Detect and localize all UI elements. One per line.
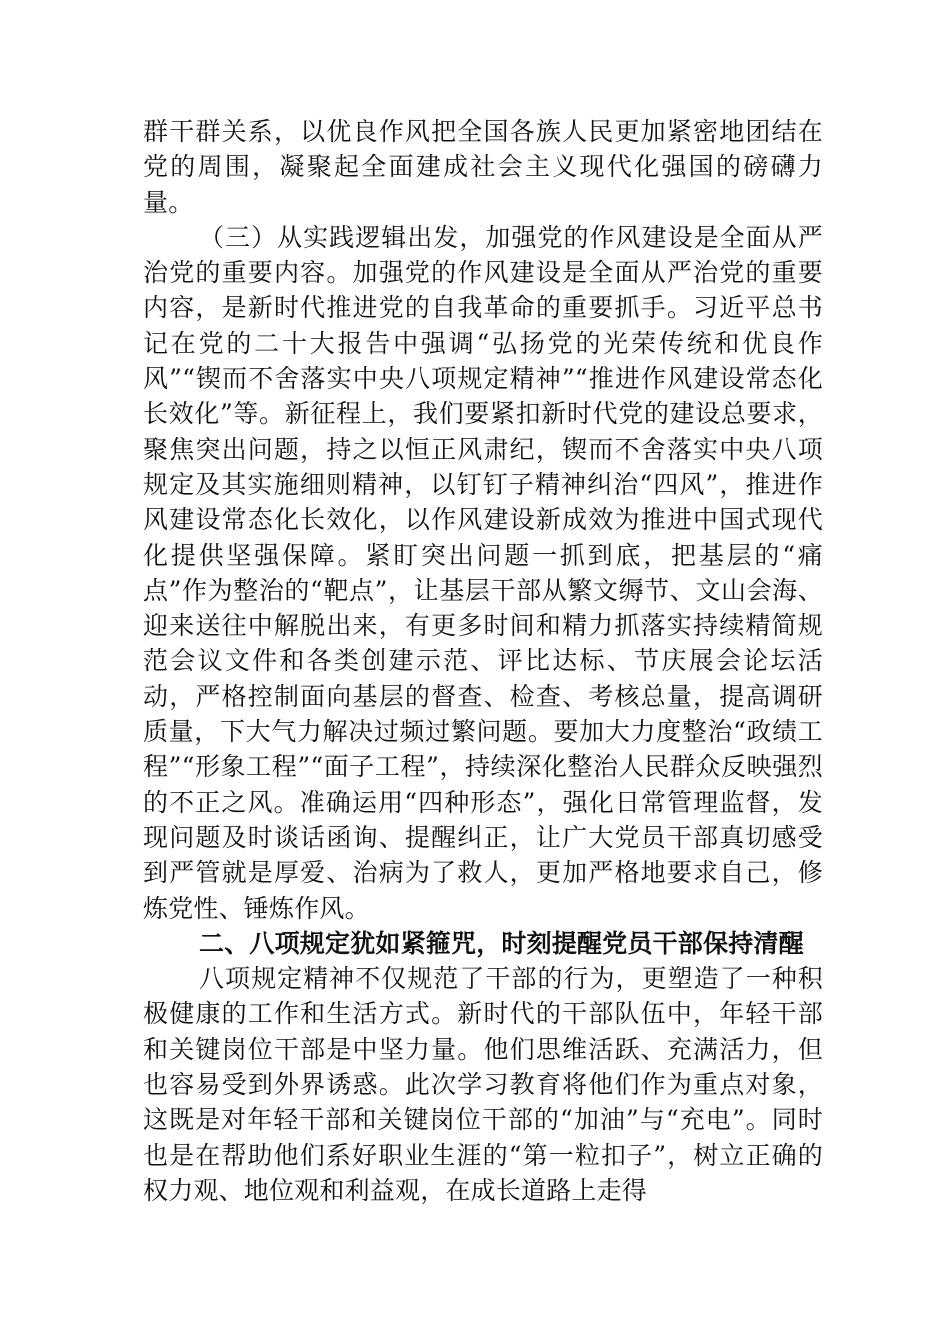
section-three-lead: （三）从实践逻辑出发，加强党的作风建设是全面从严治党的重要内容。 bbox=[143, 222, 823, 288]
paragraph-eight-rules: 八项规定精神不仅规范了干部的行为，更塑造了一种积极健康的工作和生活方式。新时代的干部队伍中，年轻干部和关键岗位干部是中坚力量。他们思维活跃、充满活力，但也容易受到外界诱惑。此次学习教育将他们作为重点对象，这既是对年轻干部和关键岗位干部的“加油”与“充电”。同时也是在帮助他们系好职业生涯的“第一粒扣子”，树立正确的权力观、地位观和利益观，在成长道路上走得 bbox=[143, 964, 823, 1205]
paragraph-continuation: 群干群关系，以优良作风把全国各族人民更加紧密地团结在党的周围，凝聚起全面建成社会主义现代化强国的磅礴力量。 bbox=[143, 117, 823, 217]
section-three-body: 加强党的作风建设是全面从严治党的重要内容，是新时代推进党的自我革命的重要抓手。习近平总书记在党的二十大报告中强调“弘扬党的光荣传统和优良作风”“锲而不舍落实中央八项规定精神”“推进作风建设常态化长效化”等。新征程上，我们要紧扣新时代党的建设总要求，聚焦突出问题，持之以恒正风肃纪，锲而不舍落实中央八项规定及其实施细则精神，以钉钉子精神纠治“四风”，推进作风建设常态化长效化，以作风建设新成效为推进中国式现代化提供坚强保障。紧盯突出问题一抓到底，把基层的“痛点”作为整治的“靶点”，让基层干部从繁文缛节、文山会海、迎来送往中解脱出来，有更多时间和精力抓落实持续精简规范会议文件和各类创建示范、评比达标、节庆展会论坛活动，严格控制面向基层的督查、检查、考核总量，提高调研质量，下大气力解决过频过繁问题。要加大力度整治“政绩工程”“形象工程”“面子工程”，持续深化整治人民群众反映强烈的不正之风。准确运用“四种形态”，强化日常管理监督，发现问题及时谈话函询、提醒纠正，让广大党员干部真切感受到严管就是厚爱、治病为了救人，更加严格地要求自己，修炼党性、锤炼作风。 bbox=[143, 258, 823, 923]
section-heading-two: 二、八项规定犹如紧箍咒，时刻提醒党员干部保持清醒 bbox=[199, 928, 804, 958]
paragraph-section-three bbox=[143, 220, 823, 926]
document-body bbox=[143, 114, 823, 1208]
